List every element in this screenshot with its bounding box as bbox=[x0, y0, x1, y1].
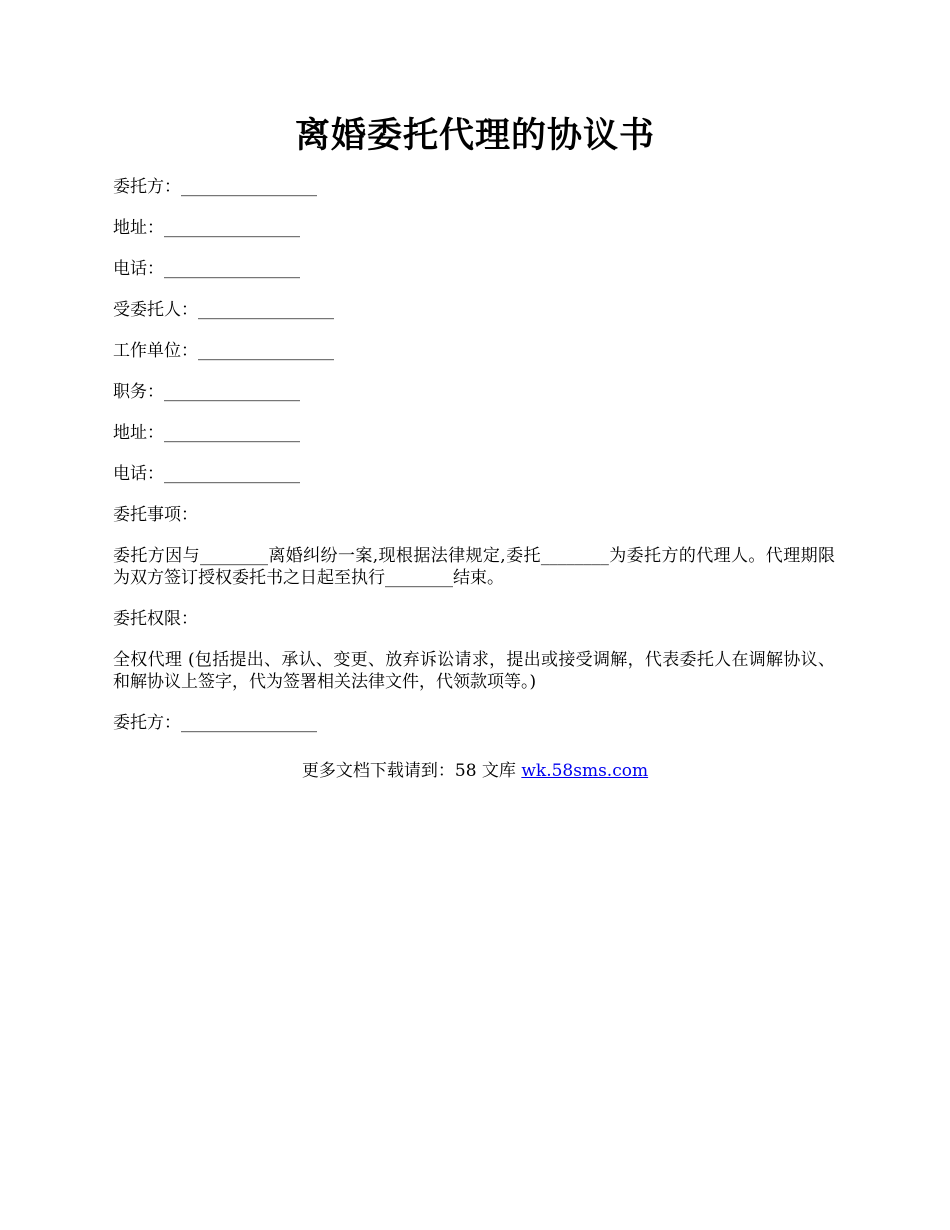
footer-link[interactable]: wk.58sms.com bbox=[521, 761, 649, 781]
field-label: 职务： bbox=[113, 382, 164, 402]
field-label: 受委托人： bbox=[113, 300, 198, 320]
field-blank: ________________ bbox=[164, 218, 300, 238]
field-client-phone bbox=[113, 258, 835, 280]
footer bbox=[0, 760, 950, 782]
document-title: 离婚委托代理的协议书 bbox=[294, 115, 655, 156]
field-blank: ________________ bbox=[181, 713, 317, 733]
field-label: 电话： bbox=[113, 464, 164, 484]
field-label: 委托方： bbox=[113, 177, 181, 197]
field-blank: ________________ bbox=[198, 300, 334, 320]
field-blank: ________________ bbox=[164, 259, 300, 279]
field-label: 地址： bbox=[113, 423, 164, 443]
document-body bbox=[113, 176, 835, 753]
field-blank: ________________ bbox=[164, 423, 300, 443]
footer-text: 更多文档下载请到：58 文库 bbox=[301, 761, 522, 781]
field-agent-position bbox=[113, 381, 835, 403]
authority-heading: 委托权限： bbox=[113, 609, 198, 629]
field-client-address bbox=[113, 217, 835, 239]
field-blank: ________________ bbox=[198, 341, 334, 361]
matters-heading: 委托事项： bbox=[113, 505, 198, 525]
signature-field bbox=[113, 712, 835, 734]
field-blank: ________________ bbox=[164, 464, 300, 484]
field-label: 委托方： bbox=[113, 713, 181, 733]
authority-text: 全权代理 (包括提出、承认、变更、放弃诉讼请求，提出或接受调解，代表委托人在调解协议、和解协议上签字，代为签署相关法律文件，代领款项等。) bbox=[113, 650, 835, 692]
field-blank: ________________ bbox=[181, 177, 317, 197]
field-agent bbox=[113, 299, 835, 321]
field-agent-address bbox=[113, 422, 835, 444]
field-label: 电话： bbox=[113, 259, 164, 279]
field-agent-workplace bbox=[113, 340, 835, 362]
field-label: 地址： bbox=[113, 218, 164, 238]
field-blank: ________________ bbox=[164, 382, 300, 402]
matters-text: 委托方因与________离婚纠纷一案,现根据法律规定,委托________为委托方的代理人。代理期限为双方签订授权委托书之日起至执行________结束。 bbox=[113, 546, 835, 588]
field-client bbox=[113, 176, 835, 198]
field-label: 工作单位： bbox=[113, 341, 198, 361]
field-agent-phone bbox=[113, 463, 835, 485]
